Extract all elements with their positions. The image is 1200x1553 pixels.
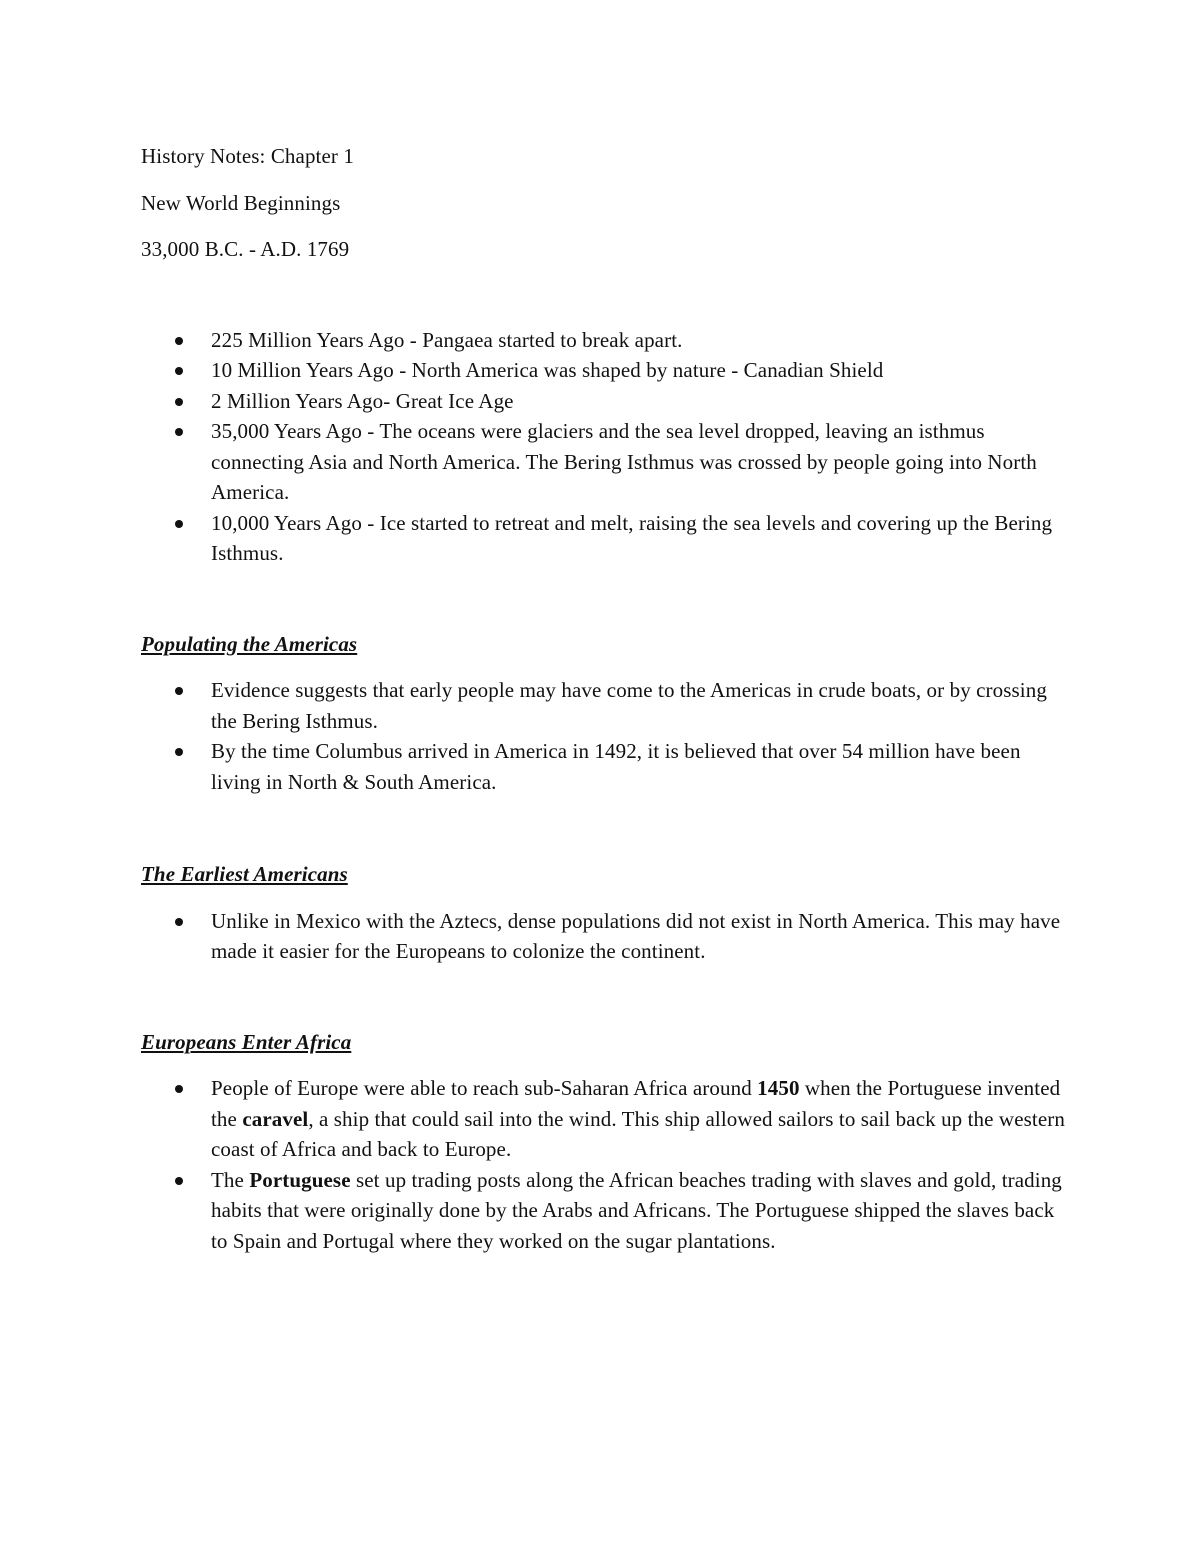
- africa-list: [141, 1073, 1071, 1256]
- bullet-icon: [175, 918, 183, 926]
- list-item-text-part: , a ship that could sail into the wind. This ship allowed sailors to sail back up the western coast of Africa and back to Europe.: [211, 1106, 1065, 1161]
- list-item: [141, 355, 1071, 386]
- bold-term: caravel: [242, 1106, 309, 1131]
- list-item-text: Evidence suggests that early people may have come to the Americas in crude boats, or by crossing the Bering Isthmus.: [211, 678, 1047, 733]
- date-range: 33,000 B.C. - A.D. 1769: [141, 237, 350, 261]
- list-item-text: 2 Million Years Ago- Great Ice Age: [211, 388, 514, 413]
- list-item-text: 35,000 Years Ago - The oceans were glaciers and the sea level dropped, leaving an isthmus connecting Asia and North America. The Bering Isthmus was crossed by people going into North America.: [211, 419, 1037, 504]
- document-body: [141, 141, 1071, 1256]
- bullet-icon: [175, 687, 183, 695]
- populating-list: [141, 675, 1071, 797]
- bullet-icon: [175, 367, 183, 375]
- list-item: [141, 416, 1071, 508]
- list-item: [141, 325, 1071, 356]
- bold-term: Portuguese: [249, 1167, 351, 1192]
- list-item: [141, 386, 1071, 417]
- bullet-icon: [175, 1177, 183, 1185]
- list-item-text: By the time Columbus arrived in America in 1492, it is believed that over 54 million have been living in North & South America.: [211, 739, 1021, 794]
- document-title: History Notes: Chapter 1: [141, 144, 354, 168]
- earliest-list: [141, 906, 1071, 967]
- list-item: [141, 906, 1071, 967]
- list-item-text: 10,000 Years Ago - Ice started to retreat and melt, raising the sea levels and covering up the Bering Isthmus.: [211, 510, 1053, 565]
- list-item: [141, 736, 1071, 797]
- bullet-icon: [175, 428, 183, 436]
- bullet-icon: [175, 748, 183, 756]
- section-heading-populating: Populating the Americas: [141, 631, 358, 656]
- list-item-text: 10 Million Years Ago - North America was shaped by nature - Canadian Shield: [211, 358, 884, 382]
- list-item-text-part: People of Europe were able to reach sub-Saharan Africa around: [211, 1076, 758, 1100]
- document-subtitle: New World Beginnings: [141, 190, 341, 215]
- list-item-text-part: The: [211, 1167, 250, 1192]
- section-heading-earliest: The Earliest Americans: [141, 862, 348, 886]
- section-heading-africa: Europeans Enter Africa: [141, 1029, 352, 1054]
- list-item-text: 225 Million Years Ago - Pangaea started to break apart.: [211, 327, 683, 352]
- list-item: [141, 1165, 1071, 1257]
- list-item-text-part: when the Portuguese invented the: [211, 1076, 1061, 1131]
- list-item-text-part: set up trading posts along the African beaches trading with slaves and gold, trading habits that were originally done by the Arabs and Africans. The Portuguese shipped the slaves back to Spain and Portugal where they worked on the sugar plantations.: [211, 1167, 1062, 1253]
- timeline-list: [141, 325, 1071, 569]
- bold-year: 1450: [757, 1076, 800, 1100]
- list-item: [141, 1073, 1071, 1165]
- bullet-icon: [175, 398, 183, 406]
- bullet-icon: [175, 1085, 183, 1093]
- list-item-text: Unlike in Mexico with the Aztecs, dense populations did not exist in North America. This may have made it easier for the Europeans to colonize the continent.: [211, 908, 1061, 963]
- bullet-icon: [175, 337, 183, 345]
- bullet-icon: [175, 520, 183, 528]
- list-item: [141, 508, 1071, 569]
- list-item: [141, 675, 1071, 736]
